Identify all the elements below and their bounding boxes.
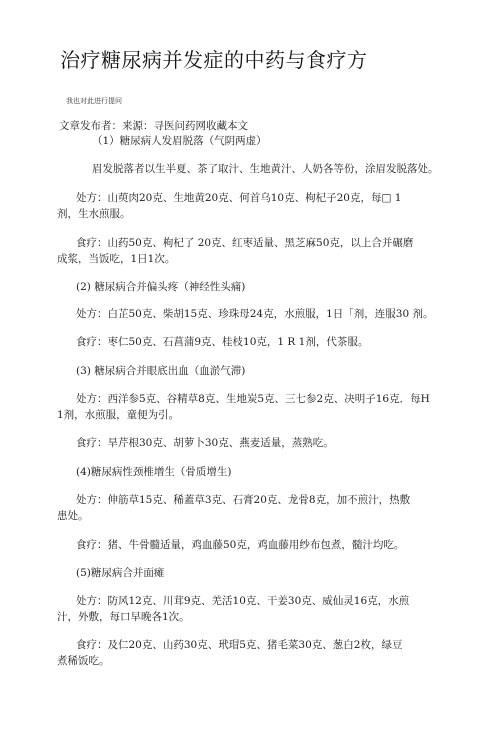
section-heading: (5)糖尿病合并面瘫 xyxy=(76,567,165,579)
diet-line: 成浆，当饭吃，1日1次。 xyxy=(57,253,176,265)
section-heading: (3) 糖尿病合并眼底出血（血淤气滞) xyxy=(76,365,246,377)
prescription-line: 处方：伸筋草15克、稀蓋草3克、石膏20克、龙骨8克，加不煎汁，热敷 xyxy=(76,494,411,506)
section-heading: (4)糖尿病性颈椎增生（骨质增生) xyxy=(76,466,232,478)
prescription-line: 处方：山萸肉20克、生地黄20克、何首乌10克、枸杞子20克，每□ 1 xyxy=(76,192,402,204)
document-title: 治疗糖尿病并发症的中药与食疗方 xyxy=(60,48,368,72)
publisher-line: 文章发布者：来源：寻医问药网收藏本文 xyxy=(59,120,248,132)
diet-line: 食疗：旱芹根30克、胡萝卜30克、燕麦适量，蒸熟吃。 xyxy=(76,437,334,449)
prescription-line: 汁，外敷，每口早晚各1次。 xyxy=(57,611,190,623)
prescription-line: 处方：白芷50克、柴胡15克、珍珠母24克，水煎服，1日「剂，连服30 剂。 xyxy=(76,308,434,320)
diet-line: 食疗：枣仁50克、石菖蒲9克、桂枝10克，1 R 1剂，代茶服。 xyxy=(76,336,369,348)
diet-line: 煮稀饭吃。 xyxy=(57,655,110,667)
prescription-line: 处方：西洋参5克、谷精草8克、生地炭5克、三七参2克、决明子16克．每H xyxy=(76,393,430,405)
diet-line: 食疗：及仁20克、山药30克、玳瑁5克、猪毛菜30克、葱白2枚，绿豆 xyxy=(76,639,403,651)
prescription-line: 剂，生水煎服。 xyxy=(57,208,131,220)
ask-question-note: 我也对此进行提问 xyxy=(66,97,122,105)
prescription-line: 处方：防风12克、川茸9克、羌活10克、干姜30克、威仙灵16克，水煎 xyxy=(76,595,410,607)
diet-line: 食疗：猪、牛骨髓适量，鸡血藤50克，鸡血藤用纱布包煮，髓汁均吃。 xyxy=(76,539,405,551)
prescription-line: 1剂，水煎服，童便为引。 xyxy=(57,409,180,421)
section-intro: 眉发脱落者以生半夏、茶了取汁、生地黄汁、人奶各等份，涂眉发脱落处。 xyxy=(92,163,439,175)
section-heading: （1）糖尿病人发眉脱落（气阴两虚） xyxy=(92,135,267,147)
diet-line: 食疗：山药50克、枸杞了 20克、红枣适量、黑芝麻50克，以上合并碾磨 xyxy=(76,237,414,249)
prescription-line: 患处。 xyxy=(57,510,89,522)
section-heading: (2) 糖尿病合并偏头疼（神经性头痛) xyxy=(76,281,246,293)
